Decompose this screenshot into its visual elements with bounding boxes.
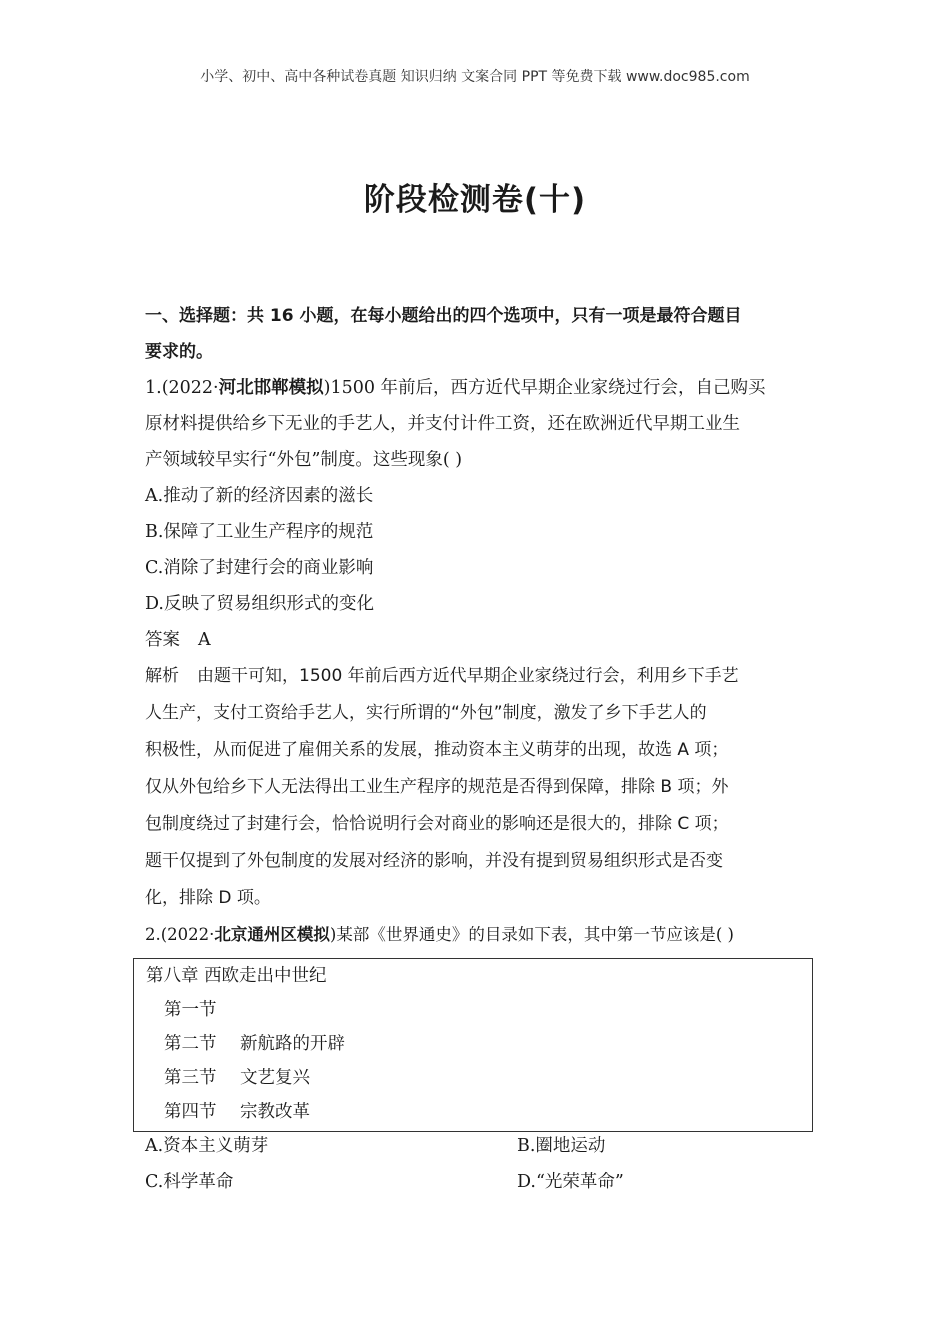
q1-number: 1.(2022·: [145, 378, 219, 398]
toc-chapter: 第八章 西欧走出中世纪: [146, 966, 327, 986]
toc-section-2: [164, 1027, 345, 1061]
q1-analysis-line6: 题干仅提到了外包制度的发展对经济的影响，并没有提到贸易组织形式是否变: [145, 851, 723, 871]
toc-section-2-label: 第二节: [164, 1034, 217, 1054]
page-header: 小学、初中、高中各种试卷真题 知识归纳 文案合同 PPT 等免费下载 www.doc985.com: [200, 69, 750, 85]
toc-table: [133, 958, 813, 1132]
q1-analysis-line4: 仅从外包给乡下人无法得出工业生产程序的规范是否得到保障，排除 B 项；外: [145, 777, 729, 797]
toc-section-4-label: 第四节: [164, 1102, 217, 1122]
question-content: [145, 298, 807, 953]
q1-analysis-line7: 化，排除 D 项。: [145, 888, 271, 908]
page-title: 阶段检测卷(十): [363, 182, 587, 218]
toc-section-2-name: 新航路的开辟: [240, 1034, 345, 1054]
q2-option-c: C.科学革命: [145, 1172, 234, 1192]
q2-number: 2.(2022·: [145, 925, 215, 944]
q1-analysis-line5: 包制度绕过了封建行会，恰恰说明行会对商业的影响还是很大的，排除 C 项；: [145, 814, 729, 834]
q1-stem-line3: 产领域较早实行“外包”制度。这些现象( ): [145, 450, 463, 470]
q1-analysis-line3: 积极性，从而促进了雇佣关系的发展，推动资本主义萌芽的出现，故选 A 项；: [145, 740, 729, 760]
toc-section-1: [164, 993, 240, 1027]
q1-analysis-label: 解析: [145, 666, 179, 686]
q1-stem-text1: )1500 年前后，西方近代早期企业家绕过行会，自己购买: [323, 378, 766, 398]
q1-stem-line2: 原材料提供给乡下无业的手艺人，并支付计件工资，还在欧洲近代早期工业生: [145, 414, 740, 434]
section-heading-line2: 要求的。: [145, 342, 213, 362]
q1-analysis: [145, 658, 807, 917]
q1-option-b: B.保障了工业生产程序的规范: [145, 522, 374, 542]
q1-answer-label: 答案: [145, 630, 180, 650]
q1-option-c: C.消除了封建行会的商业影响: [145, 558, 374, 578]
q1-analysis-line1: [145, 658, 807, 695]
q2-stem-text: )某部《世界通史》的目录如下表，其中第一节应该是( ): [329, 925, 734, 944]
q1-answer-value: A: [198, 630, 211, 650]
q2-option-d: D.“光荣革命”: [517, 1172, 624, 1192]
q1-option-a: A.推动了新的经济因素的滋长: [145, 486, 374, 506]
toc-section-1-label: 第一节: [164, 1000, 217, 1020]
q2-option-a: A.资本主义萌芽: [145, 1136, 269, 1156]
q1-source: 河北邯郸模拟: [218, 378, 324, 398]
q2-source: 北京通州区模拟: [214, 925, 330, 944]
toc-section-4: [164, 1095, 310, 1129]
q1-analysis-text1: 由题干可知，1500 年前后西方近代早期企业家绕过行会，利用乡下手艺: [197, 666, 739, 686]
toc-section-3-label: 第三节: [164, 1068, 217, 1088]
toc-section-4-name: 宗教改革: [240, 1102, 310, 1122]
toc-section-3-name: 文艺复兴: [240, 1068, 310, 1088]
section-heading-line1: 一、选择题：共 16 小题，在每小题给出的四个选项中，只有一项是最符合题目: [145, 306, 742, 326]
q1-answer: [145, 622, 807, 658]
q2-option-b: B.圈地运动: [517, 1136, 606, 1156]
toc-section-3: [164, 1061, 310, 1095]
q2-stem: [145, 917, 807, 953]
q1-analysis-line2: 人生产，支付工资给手艺人，实行所谓的“外包”制度，激发了乡下手艺人的: [145, 703, 707, 723]
q1-option-d: D.反映了贸易组织形式的变化: [145, 594, 374, 614]
q1-stem-line1: [145, 370, 807, 406]
